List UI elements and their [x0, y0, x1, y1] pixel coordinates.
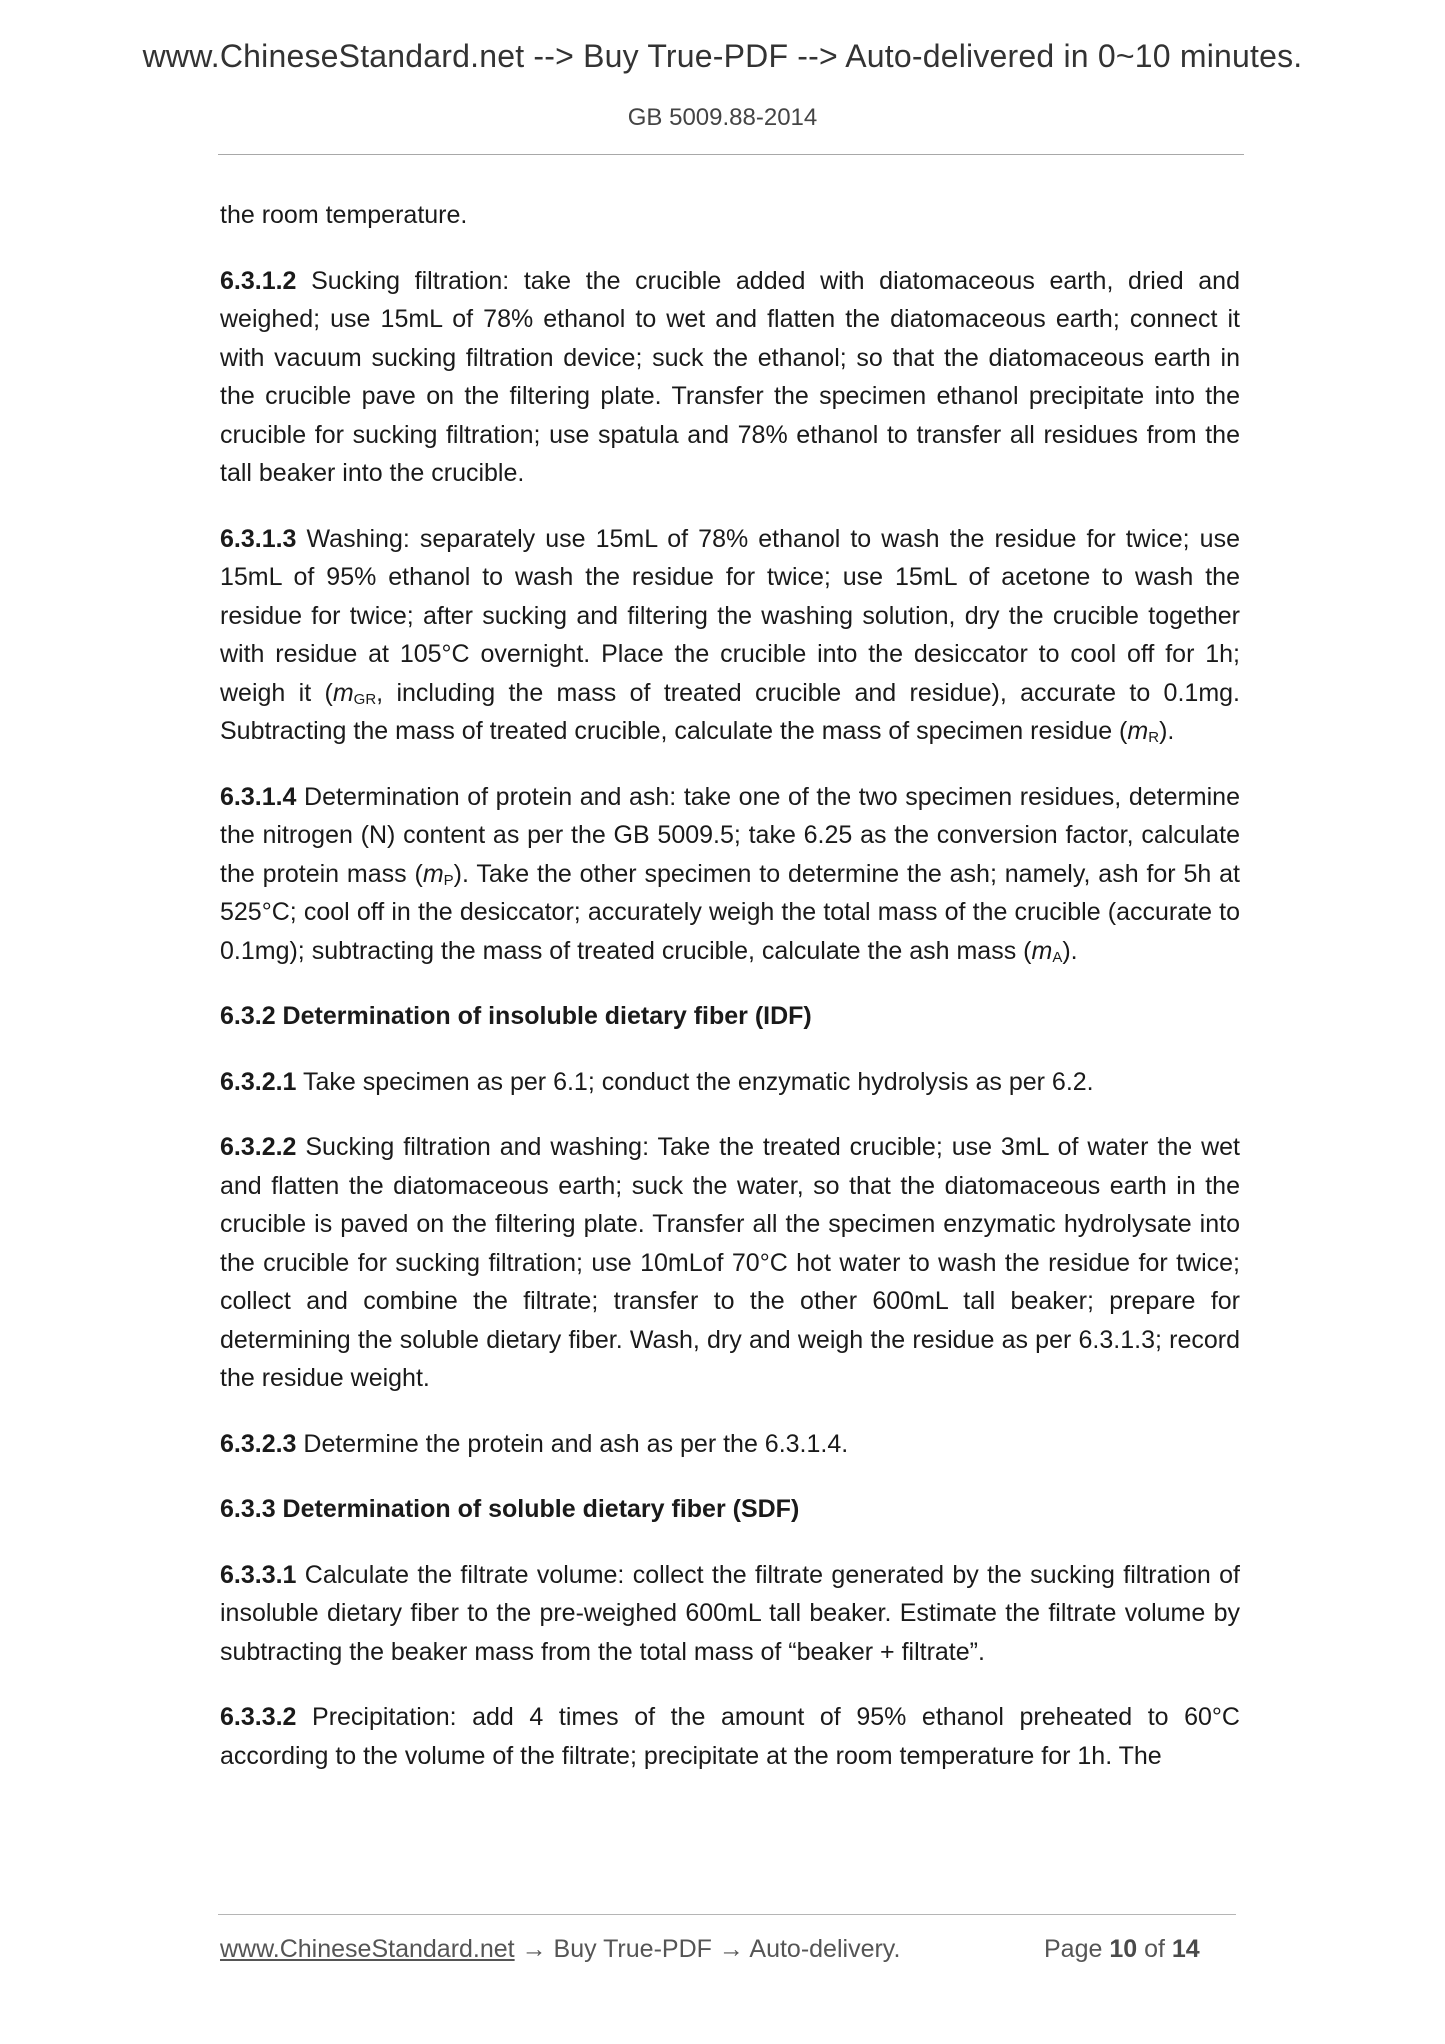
clause-number: 6.3.2.3 — [220, 1429, 297, 1458]
clause-number: 6.3.2.2 — [220, 1133, 297, 1161]
clause-text: Sucking filtration: take the crucible added with diatomaceous earth, dried and weighed; use 15mL of 78% ethanol to wet and flatten the diatomaceous earth; connect it with vacuum sucking filtration device; suck the ethanol; so that the diatomaceous earth in the crucible pave on the filtering plate. Transfer the specimen ethanol precipitate into the crucible for sucking filtration; use spatula and 78% ethanol to transfer all residues from the tall beaker into the crucible. — [220, 266, 1240, 487]
page-total: 14 — [1171, 1935, 1200, 1963]
of-word: of — [1137, 1935, 1172, 1963]
clause-6-3-1-3 — [220, 520, 1240, 751]
mass-symbol: m — [332, 678, 354, 707]
standard-code: GB 5009.88-2014 — [627, 104, 818, 131]
clause-6-3-2-3 — [220, 1425, 1240, 1464]
clause-number: 6.3.1.3 — [220, 524, 297, 553]
clause-6-3-1-2 — [220, 262, 1240, 493]
clause-text: , including the mass of treated crucible and residue), accurate to 0.1mg. Subtracting the mass of treated crucible, calculate the mass of specimen residue ( — [220, 678, 1240, 745]
mass-subscript: P — [443, 871, 454, 889]
page-indicator — [1044, 1935, 1200, 1964]
clause-number: 6.3.1.2 — [220, 266, 297, 295]
section-heading-sdf: 6.3.3 Determination of soluble dietary fiber (SDF) — [220, 1495, 800, 1523]
mass-symbol: m — [1127, 717, 1149, 745]
clause-number: 6.3.3.2 — [220, 1703, 297, 1731]
section-heading-idf: 6.3.2 Determination of insoluble dietary fiber (IDF) — [220, 1002, 812, 1030]
top-banner: www.ChineseStandard.net --> Buy True-PDF --> Auto-delivered in 0~10 minutes. — [142, 38, 1303, 74]
clause-6-3-2-2 — [220, 1128, 1240, 1398]
clause-text: Determination of protein and ash: take one of the two specimen residues, determine the nitrogen (N) content as per the GB 5009.5; take 6.25 as the conversion factor, calculate the protein mass ( — [220, 782, 1240, 888]
footer-divider — [218, 1914, 1236, 1915]
site-link[interactable]: www.ChineseStandard.net — [220, 1935, 515, 1963]
clause-text: Precipitation: add 4 times of the amount of 95% ethanol preheated to 60°C according to the volume of the filtrate; precipitate at the room temperature for 1h. The — [220, 1703, 1240, 1770]
clause-number: 6.3.3.1 — [220, 1560, 297, 1589]
paragraph-continuation — [220, 196, 1240, 235]
mass-subscript: GR — [353, 690, 377, 708]
clause-number: 6.3.1.4 — [220, 782, 297, 811]
clause-text: Calculate the filtrate volume: collect the filtrate generated by the sucking filtration of insoluble dietary fiber to the pre-weighed 600mL tall beaker. Estimate the filtrate volume by subtracting the beaker mass from the total mass of “beaker + filtrate”. — [220, 1560, 1240, 1666]
document-body — [220, 196, 1240, 1802]
footer-promo — [220, 1935, 900, 1964]
clause-6-3-2-1 — [220, 1063, 1240, 1102]
page-word: Page — [1044, 1935, 1110, 1963]
mass-symbol: m — [1031, 936, 1053, 965]
clause-number: 6.3.2.1 — [220, 1067, 297, 1096]
page-number: 10 — [1109, 1935, 1138, 1963]
clause-text: ). — [1062, 936, 1078, 965]
mass-subscript: R — [1148, 729, 1160, 746]
header-divider — [218, 154, 1244, 155]
clause-text: Sucking filtration and washing: Take the treated crucible; use 3mL of water the wet and flatten the diatomaceous earth; suck the water, so that the diatomaceous earth in the crucible is paved on the filtering plate. Transfer all the specimen enzymatic hydrolysate into the crucible for sucking filtration; use 10mLof 70°C hot water to wash the residue for twice; collect and combine the filtrate; transfer to the other 600mL tall beaker; prepare for determining the soluble dietary fiber. Wash, dry and weigh the residue as per 6.3.1.3; record the residue weight. — [220, 1133, 1240, 1392]
mass-subscript: A — [1052, 948, 1063, 966]
clause-6-3-1-4 — [220, 778, 1240, 971]
paragraph-text: the room temperature. — [220, 201, 468, 229]
clause-text: ). — [1159, 717, 1175, 745]
clause-6-3-3-2 — [220, 1698, 1240, 1775]
mass-symbol: m — [422, 859, 444, 888]
clause-text: Take specimen as per 6.1; conduct the enzymatic hydrolysis as per 6.2. — [296, 1067, 1094, 1096]
clause-6-3-3-1 — [220, 1556, 1240, 1672]
clause-text: ). Take the other specimen to determine the ash; namely, ash for 5h at 525°C; cool off in the desiccator; accurately weigh the total mass of the crucible (accurate to 0.1mg); subtracting the mass of treated crucible, calculate the ash mass ( — [220, 859, 1241, 965]
clause-text: Washing: separately use 15mL of 78% ethanol to wash the residue for twice; use 15mL of 95% ethanol to wash the residue for twice; use 15mL of acetone to wash the residue for twice; after sucking and filtering the washing solution, dry the crucible together with residue at 105°C overnight. Place the crucible into the desiccator to cool off for 1h; weigh it ( — [220, 524, 1240, 707]
footer-tagline: → Buy True-PDF → Auto-delivery. — [514, 1935, 901, 1963]
clause-text: Determine the protein and ash as per the 6.3.1.4. — [296, 1429, 849, 1458]
